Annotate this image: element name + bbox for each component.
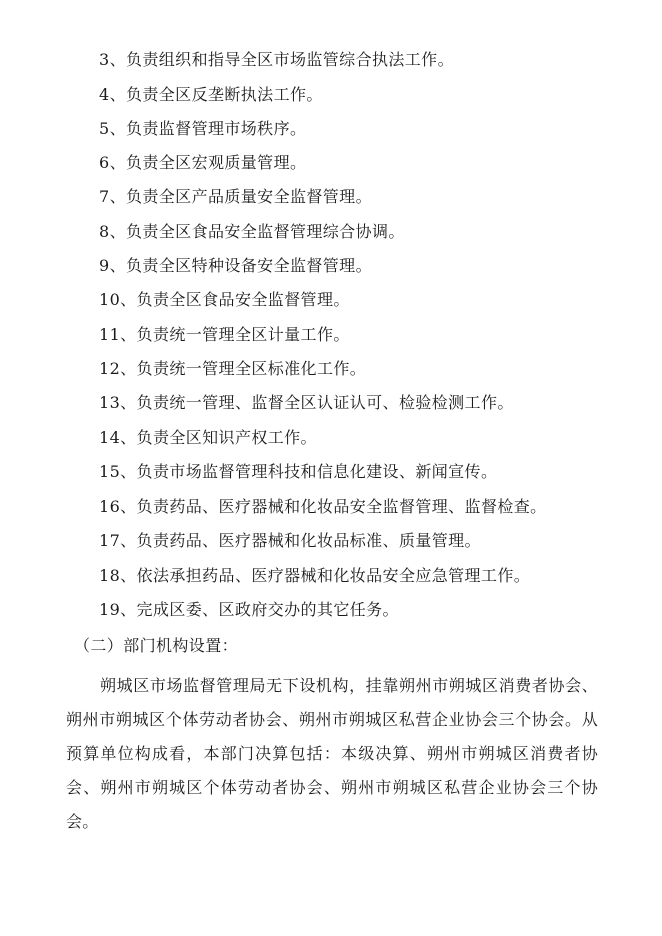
- duty-item-4: 4、负责全区反垄断执法工作。: [99, 85, 323, 104]
- duty-item-17: 17、负责药品、医疗器械和化妆品标准、质量管理。: [99, 531, 481, 550]
- section-heading: （二）部门机构设置：: [74, 636, 239, 655]
- duty-item-5: 5、负责监督管理市场秩序。: [99, 119, 307, 138]
- duty-item-3: 3、负责组织和指导全区市场监管综合执法工作。: [99, 50, 454, 69]
- duty-item-13: 13、负责统一管理、监督全区认证认可、检验检测工作。: [99, 393, 514, 412]
- duty-item-15: 15、负责市场监督管理科技和信息化建设、新闻宣传。: [99, 462, 498, 481]
- duty-item-6: 6、负责全区宏观质量管理。: [99, 153, 307, 172]
- duty-item-8: 8、负责全区食品安全监督管理综合协调。: [99, 222, 405, 241]
- duty-item-19: 19、完成区委、区政府交办的其它任务。: [99, 600, 399, 619]
- duty-item-7: 7、负责全区产品质量安全监督管理。: [99, 187, 372, 206]
- duty-item-18: 18、依法承担药品、医疗器械和化妆品安全应急管理工作。: [99, 566, 531, 585]
- duty-item-10: 10、负责全区食品安全监督管理。: [99, 290, 350, 309]
- duty-item-11: 11、负责统一管理全区计量工作。: [99, 325, 350, 344]
- body-paragraph: 朔城区市场监督管理局无下设机构，挂靠朔州市朔城区消费者协会、朔州市朔城区个体劳动者协会、朔州市朔城区私营企业协会三个协会。从预算单位构成看，本部门决算包括：本级决算、朔州市朔城区消费者协会、朔州市朔城区个体劳动者协会、朔州市朔城区私营企业协会三个协会。: [66, 676, 598, 831]
- duty-item-9: 9、负责全区特种设备安全监督管理。: [99, 256, 372, 275]
- duty-item-12: 12、负责统一管理全区标准化工作。: [99, 359, 367, 378]
- duty-item-16: 16、负责药品、医疗器械和化妆品安全监督管理、监督检查。: [99, 497, 547, 516]
- duty-item-14: 14、负责全区知识产权工作。: [99, 428, 317, 447]
